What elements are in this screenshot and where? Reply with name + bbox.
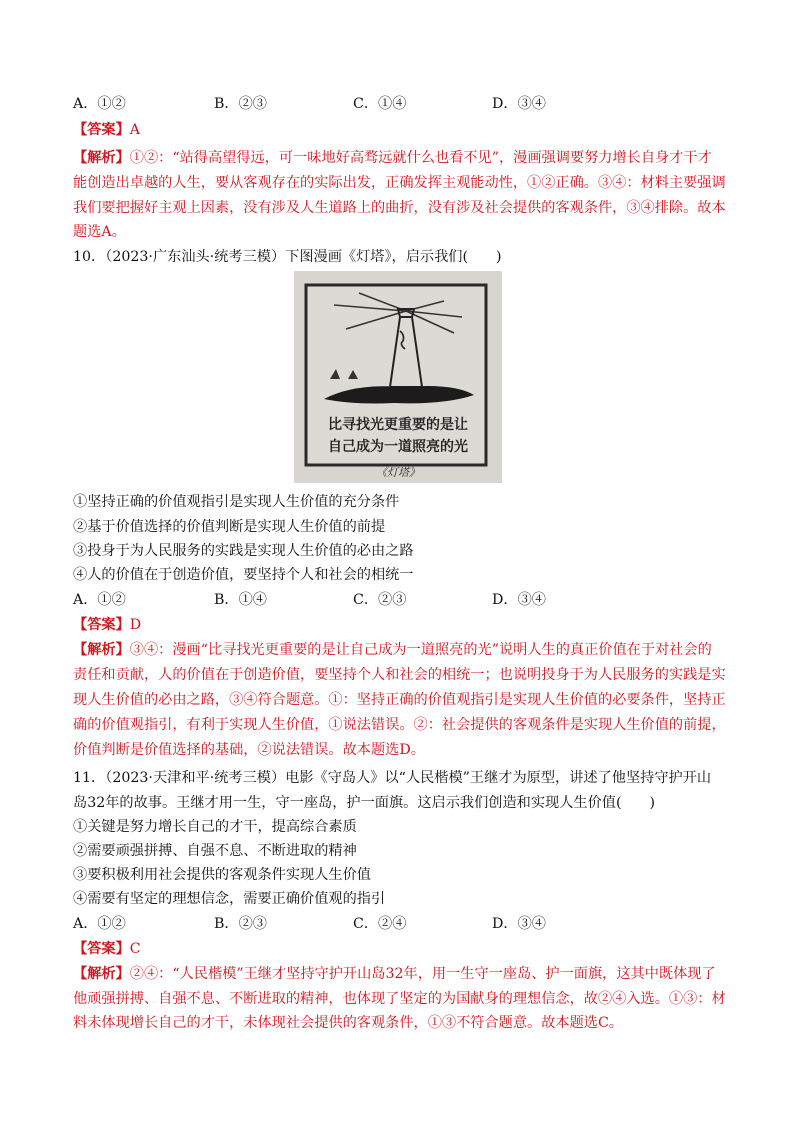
q11-stem-close: ) bbox=[649, 795, 656, 811]
q11-statement-3: ③要积极利用社会提供的客观条件实现人生价值 bbox=[73, 867, 371, 883]
q11-statement-2: ②需要顽强拼搏、自强不息、不断进取的精神 bbox=[73, 843, 357, 859]
q11-options bbox=[73, 913, 733, 933]
q9-option-d: D．③④ bbox=[492, 96, 546, 112]
cartoon-caption-line-1: 比寻找光更重要的是让 bbox=[328, 417, 468, 433]
q11-option-d: D．③④ bbox=[492, 916, 546, 932]
q9-answer-value: A bbox=[129, 122, 141, 138]
q11-answer bbox=[73, 939, 733, 959]
q10-analysis-line-1 bbox=[73, 640, 733, 660]
q10-statement-1: ①坚持正确的价值观指引是实现人生价值的充分条件 bbox=[73, 494, 400, 510]
q10-analysis-line-5: 价值判断是价值选择的基础，②说法错误。故本题选D。 bbox=[73, 742, 425, 758]
q11-option-a: A．①② bbox=[73, 916, 126, 932]
q11-option-c: C．②④ bbox=[353, 916, 407, 932]
q10-answer-label: 【答案】 bbox=[73, 617, 130, 633]
q9-analysis-text: ①②：“站得高望得远，可一味地好高骛远就什么也看不见”，漫画强调要努力增长自身才干才 bbox=[129, 150, 712, 166]
q9-answer bbox=[73, 120, 733, 140]
lighthouse-cartoon bbox=[294, 271, 502, 483]
q9-analysis-line-1 bbox=[73, 148, 733, 168]
q9-analysis-line-4: 题选A。 bbox=[73, 224, 126, 240]
q11-answer-label: 【答案】 bbox=[73, 941, 130, 957]
q11-analysis-line-3: 料未体现增长自己的才干，未体现社会提供的客观条件，①③不符合题意。故本题选C。 bbox=[73, 1015, 623, 1031]
cartoon-title: 《灯塔》 bbox=[376, 466, 420, 479]
q11-analysis-text: ②④：“人民楷模”王继才坚持守护开山岛32年，用一生守一座岛、护一面旗，这其中既体现了 bbox=[129, 966, 716, 982]
q10-answer bbox=[73, 615, 733, 635]
q10-analysis-label: 【解析】 bbox=[73, 642, 130, 658]
q11-stem-line-2 bbox=[73, 793, 733, 813]
q10-stem-close: ) bbox=[496, 249, 502, 265]
q10-option-c: C．②③ bbox=[353, 592, 407, 608]
q10-analysis-line-4: 确的价值观指引，有利于实现人生价值，①说法错误。②：社会提供的客观条件是实现人生价值的前提， bbox=[73, 717, 726, 733]
q9-analysis-label: 【解析】 bbox=[73, 150, 130, 166]
q9-option-c: C．①④ bbox=[353, 96, 407, 112]
q11-statement-1: ①关键是努力增长自己的才干，提高综合素质 bbox=[73, 819, 357, 835]
q9-analysis-line-2: 能创造出卓越的人生，要从客观存在的实际出发，正确发挥主观能动性，①②正确。③④：材料主要强调 bbox=[73, 175, 726, 191]
q10-statement-2: ②基于价值选择的价值判断是实现人生价值的前提 bbox=[73, 519, 386, 535]
q9-option-b: B．②③ bbox=[214, 96, 267, 112]
q11-option-b: B．②③ bbox=[214, 916, 267, 932]
q10-analysis-line-2: 责任和贡献，人的价值在于创造价值，要坚持个人和社会的相统一；也说明投身于为人民服务的实践是实 bbox=[73, 667, 726, 683]
cartoon-drawing bbox=[294, 271, 502, 483]
q9-answer-label: 【答案】 bbox=[73, 122, 130, 138]
q10-answer-value: D bbox=[129, 617, 142, 633]
q10-analysis-text: ③④：漫画“比寻找光更重要的是让自己成为一道照亮的光”说明人生的真正价值在于对社会的 bbox=[129, 642, 712, 658]
q11-stem-line-1: 11．（2023·天津和平·统考三模）电影《守岛人》以“人民楷模”王继才为原型，讲述了他坚持守护开山 bbox=[73, 770, 712, 786]
q10-analysis-line-3: 现人生价值的必由之路，③④符合题意。①：坚持正确的价值观指引是实现人生价值的必要条件，坚持正 bbox=[73, 692, 726, 708]
cartoon-caption-line-2: 自己成为一道照亮的光 bbox=[328, 439, 468, 455]
q10-options bbox=[73, 589, 733, 609]
q10-option-a: A．①② bbox=[73, 592, 126, 608]
q11-analysis-line-2: 他顽强拼搏、自强不息、不断进取的精神，也体现了坚定的为国献身的理想信念，故②④入选。①③：材 bbox=[73, 991, 726, 1007]
q9-options bbox=[73, 93, 733, 113]
q9-option-a: A．①② bbox=[73, 96, 126, 112]
q11-statement-4: ④需要有坚定的理想信念，需要正确价值观的指引 bbox=[73, 891, 386, 907]
q11-stem-text: 岛32年的故事。王继才用一生，守一座岛，护一面旗。这启示我们创造和实现人生价值( bbox=[73, 795, 622, 811]
q11-answer-value: C bbox=[129, 941, 141, 957]
q10-stem bbox=[73, 247, 733, 267]
q10-statement-4: ④人的价值在于创造价值，要坚持个人和社会的相统一 bbox=[73, 567, 414, 583]
q9-analysis-line-3: 我们要把握好主观上因素，没有涉及人生道路上的曲折，没有涉及社会提供的客观条件，③④排除。故本 bbox=[73, 200, 726, 216]
q10-option-b: B．①④ bbox=[214, 592, 267, 608]
q10-stem-text: 10．（2023·广东汕头·统考三模）下图漫画《灯塔》，启示我们( bbox=[73, 249, 469, 265]
q10-statement-3: ③投身于为人民服务的实践是实现人生价值的必由之路 bbox=[73, 543, 414, 559]
q11-analysis-label: 【解析】 bbox=[73, 966, 130, 982]
q11-analysis-line-1 bbox=[73, 964, 733, 984]
q10-option-d: D．③④ bbox=[492, 592, 546, 608]
